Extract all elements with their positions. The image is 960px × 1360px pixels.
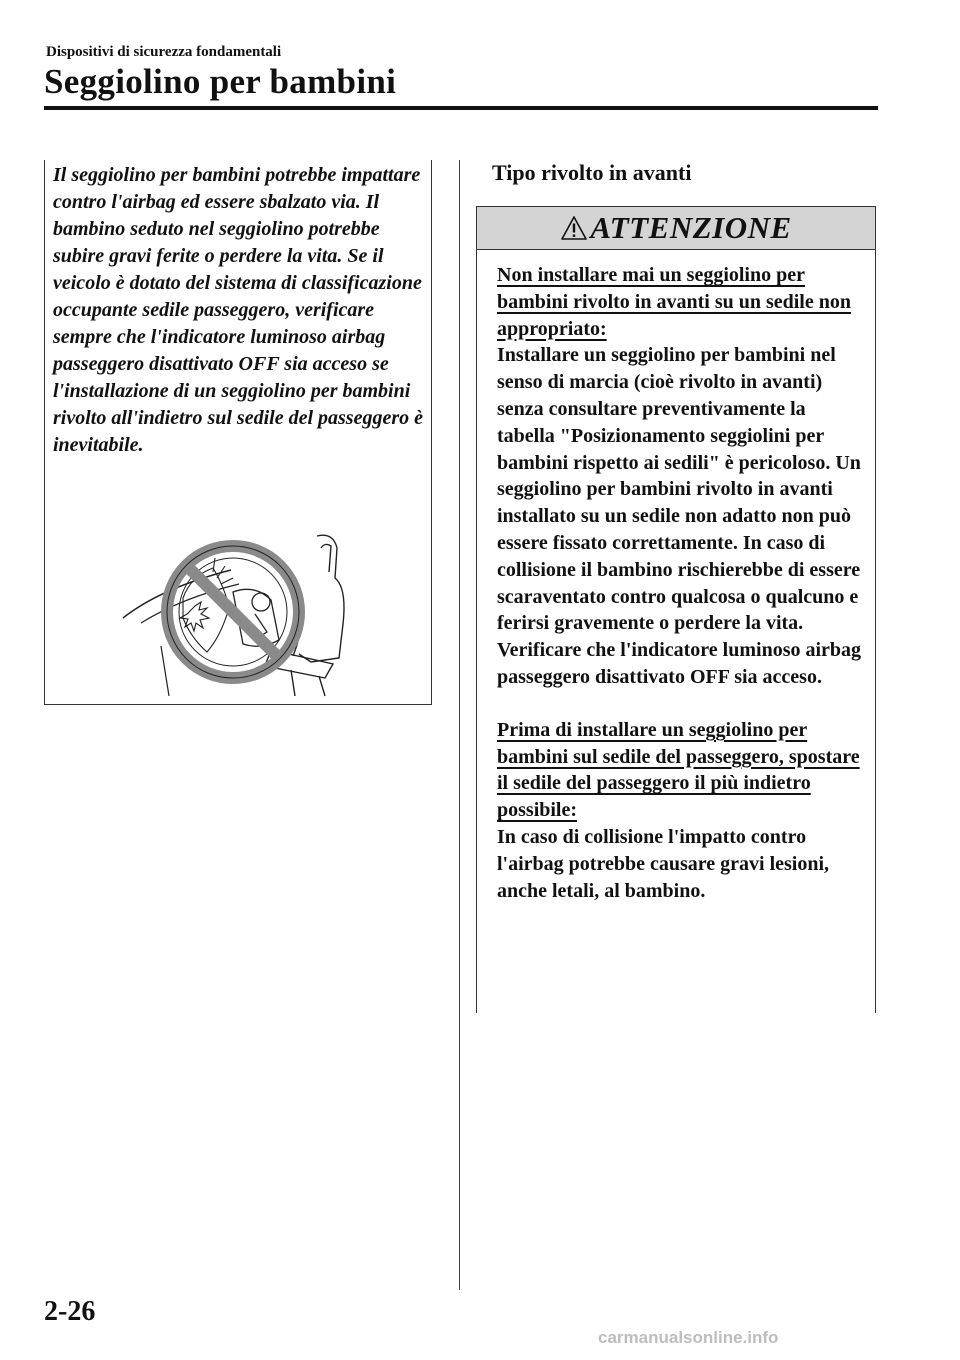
caution-title: ATTENZIONE (590, 210, 792, 245)
caution-heading-2: Prima di installare un seggiolino per bambini sul sedile del passeggero, spostare il sedile del passeggero il più indietro possibile: (497, 718, 860, 822)
header-rule (44, 106, 878, 110)
left-warning-box (44, 160, 432, 705)
section-label: Dispositivi di sicurezza fondamentali (46, 44, 282, 60)
prohibited-rear-facing-seat-airbag-icon (121, 528, 377, 698)
watermark: carmanualsonline.info (598, 1328, 779, 1347)
column-divider (459, 160, 460, 1290)
page-number: 2-26 (44, 1296, 96, 1327)
page-title: Seggiolino per bambini (44, 62, 397, 101)
caution-body (497, 262, 867, 904)
caution-header (477, 206, 875, 250)
caution-paragraph-2: In caso di collisione l'impatto contro l'airbag potrebbe causare gravi lesioni, anche letali, al bambino. (497, 825, 830, 902)
caution-paragraph-1b: Verificare che l'indicatore luminoso airbag passeggero disattivato OFF sia acceso. (497, 639, 862, 688)
warning-triangle-icon (560, 215, 588, 241)
caution-box (476, 206, 876, 1013)
caution-heading-1: Non installare mai un seggiolino per bambini rivolto in avanti su un sedile non appropriato: (497, 264, 851, 340)
spacer (497, 691, 867, 717)
left-warning-text: Il seggiolino per bambini potrebbe impattare contro l'airbag ed essere sbalzato via. Il bambino seduto nel seggiolino potrebbe subire gravi ferite o perdere la vita. Se il veicolo è dotato del sistema di classificazione occupante sedile passeggero, verificare sempre che l'indicatore luminoso airbag passeggero disattivato OFF sia acceso se l'installazione di un seggiolino per bambini rivolto all'indietro sul sedile del passeggero è inevitabile. (53, 164, 423, 456)
caution-paragraph-1: Installare un seggiolino per bambini nel senso di marcia (cioè rivolto in avanti) senza consultare preventivamente la tabella "Posizionamento seggiolini per bambini rispetto ai sedili" è pericoloso. Un seggiolino per bambini rivolto in avanti installato su un sedile non adatto non può essere fissato correttamente. In caso di collisione il bambino rischierebbe di essere scaraventato contro qualcosa o qualcuno e ferirsi gravemente o perdere la vita. (497, 344, 861, 635)
section-subtitle: Tipo rivolto in avanti (492, 160, 692, 185)
